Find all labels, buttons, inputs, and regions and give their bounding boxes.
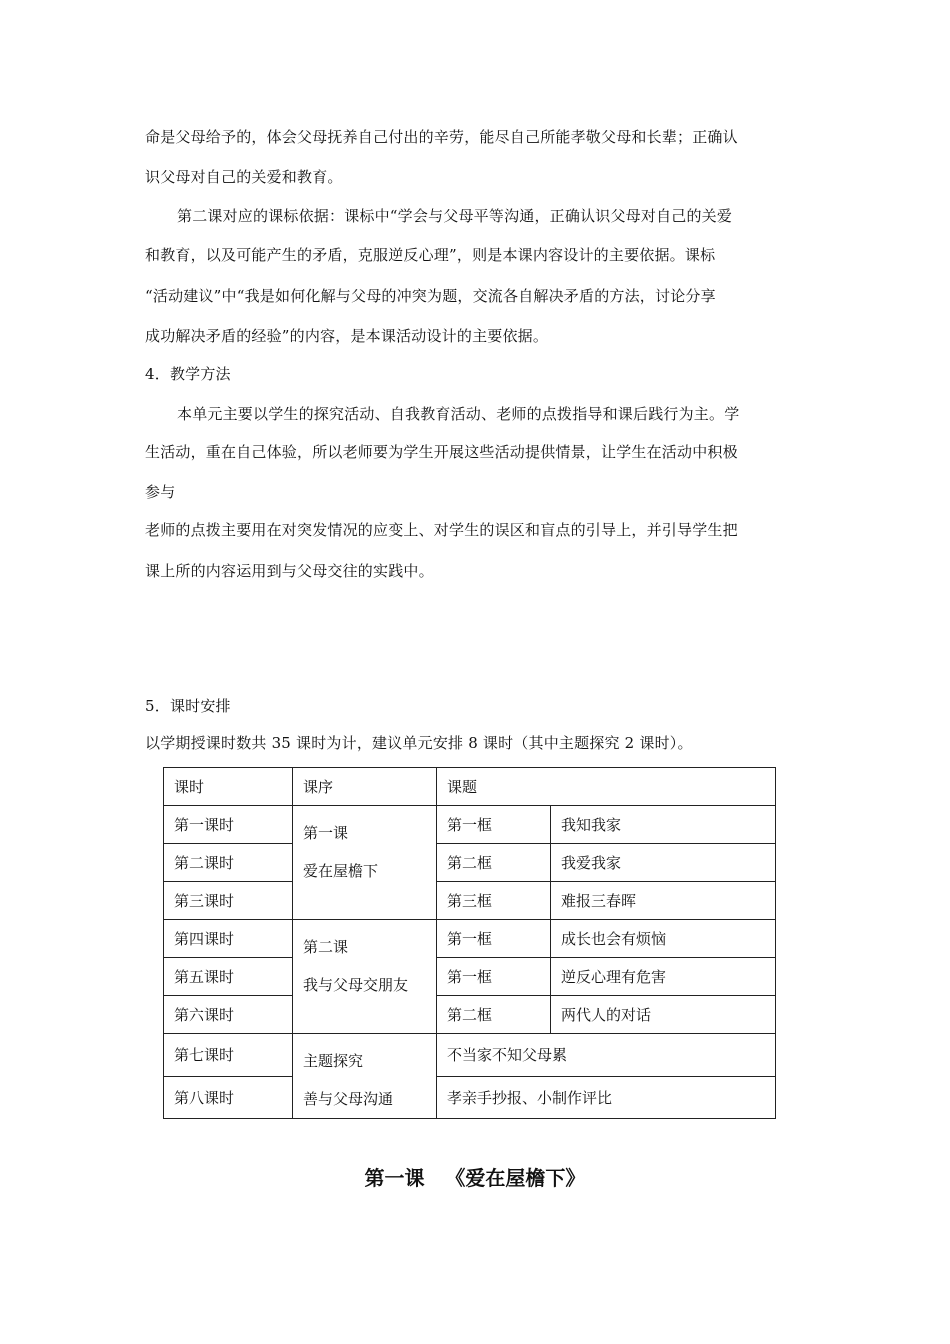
period-cell: 第七课时	[164, 1034, 293, 1077]
table-row	[164, 844, 776, 882]
topic-cell: 我爱我家	[551, 844, 776, 882]
topic-cell: 我知我家	[551, 806, 776, 844]
lesson-number: 第一课	[303, 824, 349, 842]
period-cell: 第六课时	[164, 996, 293, 1034]
frame-cell: 第一框	[437, 958, 551, 996]
period-cell: 第四课时	[164, 920, 293, 958]
paragraph-line: 识父母对自己的关爱和教育。	[145, 168, 343, 186]
header-cell: 课时	[164, 768, 293, 806]
lesson-cell	[293, 806, 437, 920]
paragraph-line: 成功解决矛盾的经验”的内容，是本课活动设计的主要依据。	[145, 327, 549, 345]
table-row	[164, 996, 776, 1034]
section-heading-teaching-method: 4．教学方法	[145, 365, 231, 383]
paragraph-line: “活动建议”中“我是如何化解与父母的冲突为题，交流各自解决矛盾的方法，讨论分享	[145, 287, 716, 305]
lesson-number: 主题探究	[303, 1052, 364, 1070]
paragraph-line: 和教育，以及可能产生的矛盾，克服逆反心理”，则是本课内容设计的主要依据。课标	[145, 246, 716, 264]
table-row	[164, 920, 776, 958]
topic-cell: 逆反心理有危害	[551, 958, 776, 996]
frame-cell: 第一框	[437, 920, 551, 958]
paragraph-line: 老师的点拨主要用在对突发情况的应变上、对学生的误区和盲点的引导上，并引导学生把	[145, 521, 738, 539]
lesson-cell	[293, 920, 437, 1034]
frame-cell: 第一框	[437, 806, 551, 844]
header-cell: 课序	[293, 768, 437, 806]
frame-cell: 第三框	[437, 882, 551, 920]
lesson-cell	[293, 1034, 437, 1119]
period-cell: 第二课时	[164, 844, 293, 882]
paragraph-line: 课上所的内容运用到与父母交往的实践中。	[145, 562, 434, 580]
paragraph-line: 参与	[145, 483, 176, 501]
table-row	[164, 806, 776, 844]
table-row	[164, 882, 776, 920]
schedule-intro: 以学期授课时数共 35 课时为计，建议单元安排 8 课时（其中主题探究 2 课时）。	[145, 734, 693, 752]
schedule-table	[163, 767, 776, 1119]
section-heading-schedule: 5．课时安排	[145, 697, 231, 715]
paragraph-line: 本单元主要以学生的探究活动、自我教育活动、老师的点拨指导和课后践行为主。学	[177, 405, 740, 423]
lesson-title: 爱在屋檐下	[303, 862, 379, 880]
inquiry-topic-cell: 孝亲手抄报、小制作评比	[437, 1076, 776, 1119]
inquiry-topic-cell: 不当家不知父母累	[437, 1034, 776, 1077]
topic-cell: 两代人的对话	[551, 996, 776, 1034]
paragraph-line: 第二课对应的课标依据：课标中“学会与父母平等沟通，正确认识父母对自己的关爱	[177, 207, 733, 225]
table-row	[164, 1034, 776, 1077]
frame-cell: 第二框	[437, 844, 551, 882]
table-row	[164, 1076, 776, 1119]
paragraph-line: 命是父母给予的，体会父母抚养自己付出的辛劳，能尽自己所能孝敬父母和长辈；正确认	[145, 128, 738, 146]
frame-cell: 第二框	[437, 996, 551, 1034]
lesson-title: 善与父母沟通	[303, 1090, 394, 1108]
lesson-title: 我与父母交朋友	[303, 976, 409, 994]
period-cell: 第五课时	[164, 958, 293, 996]
header-cell: 课题	[437, 768, 776, 806]
topic-cell: 成长也会有烦恼	[551, 920, 776, 958]
period-cell: 第八课时	[164, 1076, 293, 1119]
period-cell: 第一课时	[164, 806, 293, 844]
period-cell: 第三课时	[164, 882, 293, 920]
topic-cell: 难报三春晖	[551, 882, 776, 920]
section-title: 第一课 《爱在屋檐下》	[364, 1166, 586, 1190]
table-header-row	[164, 768, 776, 806]
lesson-number: 第二课	[303, 938, 349, 956]
paragraph-line: 生活动，重在自己体验，所以老师要为学生开展这些活动提供情景，让学生在活动中积极	[145, 443, 738, 461]
table-row	[164, 958, 776, 996]
